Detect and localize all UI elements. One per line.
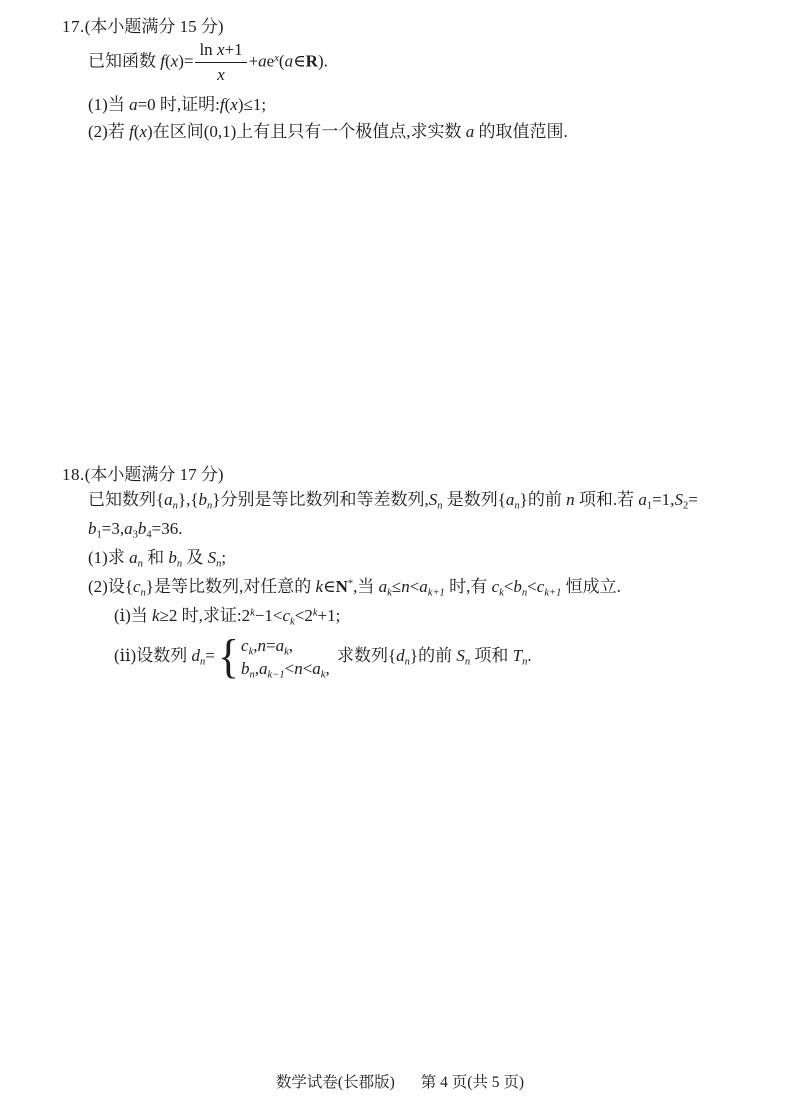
math-subscript: 1 (646, 500, 653, 512)
math-text: <2 (294, 606, 313, 625)
math-var: b (198, 490, 208, 509)
math-text: , (288, 636, 294, 655)
math-var: c (241, 636, 249, 655)
math-var: a (505, 490, 515, 509)
math-text: )= (178, 51, 194, 71)
q18-intro-line-1 (88, 488, 698, 512)
math-var: a (164, 490, 173, 509)
math-var: n (566, 490, 575, 509)
math-var: a (378, 577, 388, 596)
q18-part-1 (88, 546, 226, 570)
math-subscript: 2 (682, 500, 689, 512)
math-text: 恒成立. (561, 577, 621, 596)
math-text: 已知数列{ (88, 490, 165, 509)
math-subscript: 3 (132, 529, 138, 541)
math-subscript: n (216, 558, 222, 570)
math-set-symbol: R (305, 51, 318, 71)
math-text: < (503, 577, 514, 596)
math-var: S (207, 548, 217, 567)
math-text: =0 时,证明: (137, 95, 220, 114)
math-var: n (257, 636, 267, 655)
q17-intro (88, 40, 328, 85)
math-var: k (152, 606, 160, 625)
q18-number: 18. (62, 465, 85, 484)
q17-part-2 (88, 120, 568, 144)
math-set-symbol: N (335, 577, 348, 596)
math-var: c (536, 577, 545, 596)
math-var: a (638, 490, 647, 509)
math-superscript: k (250, 607, 255, 619)
math-subscript: n (176, 558, 183, 570)
math-superscript: * (347, 578, 354, 590)
math-text: (2)若 (88, 122, 130, 141)
math-subscript: n (522, 656, 528, 668)
math-subscript: n (172, 500, 178, 512)
math-text: −1< (254, 606, 283, 625)
math-text: < (527, 577, 537, 596)
math-var: n (401, 577, 410, 596)
fraction-denominator (195, 63, 246, 85)
math-text: 项和.若 (574, 490, 639, 509)
math-text: }的前 (519, 490, 567, 509)
math-var: b (241, 659, 250, 678)
q18-part-2-item-ii (114, 630, 532, 683)
math-var: k (315, 577, 324, 596)
q18-part-2-item-i (114, 604, 340, 628)
q18-points: (本小题满分 17 分) (84, 465, 224, 484)
math-text: 求数列{ (332, 645, 397, 665)
math-text: < (302, 659, 313, 678)
math-subscript: n (514, 500, 520, 512)
math-text: 项和 (470, 645, 513, 665)
math-var: S (456, 645, 465, 665)
math-text: 是数列{ (442, 490, 506, 509)
math-var: c (491, 577, 500, 596)
math-subscript: k (290, 616, 295, 628)
math-text: +1 (224, 40, 243, 59)
q17-header (62, 15, 224, 39)
math-text: = (266, 636, 276, 655)
math-subscript: k+1 (427, 587, 445, 599)
math-text: =36. (151, 519, 183, 538)
math-var: b (168, 548, 177, 567)
math-text: e (266, 51, 275, 71)
math-text: ). (317, 51, 328, 71)
math-var: a (284, 51, 294, 71)
math-text: ( (224, 95, 231, 114)
math-var: c (282, 606, 291, 625)
math-subscript: n (437, 500, 443, 512)
q17-number: 17. (62, 17, 85, 36)
math-text: < (284, 659, 295, 678)
math-subscript: k (387, 587, 392, 599)
math-var: a (129, 95, 138, 114)
math-subscript: n (137, 558, 143, 570)
page-footer (0, 1070, 800, 1092)
math-superscript: x (274, 53, 279, 65)
case-row (241, 657, 330, 680)
math-text: = (688, 490, 698, 509)
math-var: x (170, 51, 179, 71)
math-subscript: k (248, 646, 254, 658)
math-var: a (312, 659, 321, 678)
math-var: f (219, 95, 225, 114)
math-subscript: n (249, 669, 255, 681)
q17-part-1 (88, 93, 266, 117)
case-row (241, 634, 330, 657)
math-var: a (465, 122, 475, 141)
math-subscript: k (284, 646, 289, 658)
math-text: +1; (317, 606, 341, 625)
math-subscript: n (140, 587, 146, 599)
math-text: 时,有 (444, 577, 492, 596)
math-text: ( (278, 51, 285, 71)
math-text: 已知函数 (88, 51, 161, 71)
piecewise-cases (217, 630, 330, 683)
fraction (195, 40, 246, 85)
math-text: ≤ (391, 577, 402, 596)
math-text: ( (133, 122, 140, 141)
fraction-numerator (195, 40, 246, 63)
math-var: d (191, 645, 200, 665)
math-var: x (139, 122, 148, 141)
math-var: S (428, 490, 438, 509)
math-var: S (674, 490, 683, 509)
math-text: + (248, 51, 259, 71)
math-text: (2)设{ (88, 577, 133, 596)
math-text: =1, (652, 490, 675, 509)
q17-points: (本小题满分 15 分) (84, 17, 224, 36)
math-text: = (205, 645, 215, 665)
math-subscript: n (199, 656, 206, 668)
math-var: x (216, 40, 225, 59)
math-subscript: n (404, 656, 410, 668)
footer-page-indicator: 第 4 页(共 5 页) (420, 1074, 525, 1091)
math-var: x (217, 65, 225, 84)
math-subscript: k (320, 669, 326, 681)
math-subscript: 1 (96, 529, 102, 541)
math-text: ,当 (353, 577, 379, 596)
math-var: a (129, 548, 138, 567)
math-subscript: k−1 (267, 669, 285, 681)
math-var: f (129, 122, 134, 141)
math-text: (1)求 (88, 548, 130, 567)
math-text: )在区间(0,1)上有且只有一个极值点,求实数 (147, 122, 466, 141)
math-text: (ⅰ)当 (114, 606, 153, 625)
math-text: ∈ (323, 577, 336, 596)
math-text: }是等比数列,对任意的 (145, 577, 316, 596)
math-text: . (527, 645, 532, 665)
q18-header (62, 463, 224, 487)
q18-part-2 (88, 575, 621, 599)
math-text: , (254, 659, 260, 678)
math-text: 及 (182, 548, 208, 567)
math-var: T (512, 645, 523, 665)
footer-exam-title: 数学试卷(长郡版) (275, 1074, 395, 1091)
math-text: ∈ (293, 51, 306, 71)
math-text: ; (221, 548, 227, 567)
math-var: a (258, 51, 267, 71)
math-text: < (409, 577, 420, 596)
math-subscript: k (499, 587, 504, 599)
math-text: , (325, 659, 330, 678)
math-superscript: k (312, 607, 318, 619)
math-var: x (230, 95, 238, 114)
math-subscript: n (207, 500, 213, 512)
math-text: ln (199, 40, 217, 59)
math-text: )≤1; (237, 95, 267, 114)
math-text: ≥2 时,求证:2 (159, 606, 251, 625)
math-subscript: n (464, 656, 471, 668)
math-var: d (396, 645, 405, 665)
math-var: b (88, 519, 97, 538)
math-subscript: n (521, 587, 528, 599)
math-text: ( (164, 51, 171, 71)
math-text: 和 (142, 548, 169, 567)
math-subscript: k+1 (544, 587, 562, 599)
case-rows (241, 634, 330, 680)
math-text: , (253, 636, 258, 655)
math-var: c (132, 577, 141, 596)
math-text: =3, (101, 519, 125, 538)
math-text: }分别是等比数列和等差数列, (212, 490, 429, 509)
math-var: f (160, 51, 165, 71)
math-text: (ⅱ)设数列 (114, 645, 192, 665)
math-var: a (275, 636, 285, 655)
math-var: a (124, 519, 133, 538)
math-text: }的前 (409, 645, 457, 665)
math-text: 的取值范围. (474, 122, 568, 141)
math-text: },{ (177, 490, 199, 509)
math-var: b (513, 577, 522, 596)
math-var: a (419, 577, 428, 596)
math-var: a (259, 659, 268, 678)
math-var: n (294, 659, 303, 678)
q18-intro-line-2 (88, 517, 182, 541)
math-var: b (137, 519, 147, 538)
math-text: (1)当 (88, 95, 130, 114)
math-subscript: 4 (146, 529, 152, 541)
left-brace: { (217, 630, 240, 683)
